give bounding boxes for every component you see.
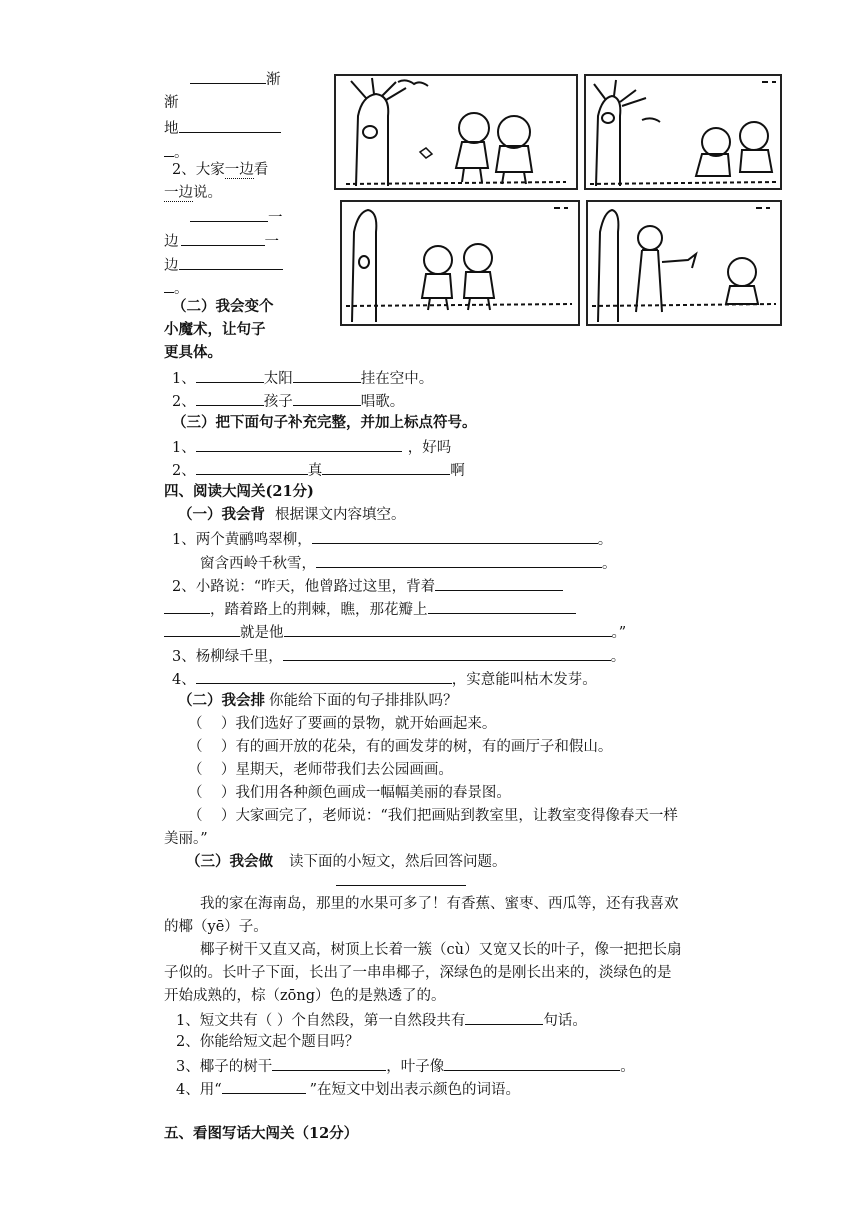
blank[interactable] xyxy=(428,598,576,614)
blank[interactable] xyxy=(312,528,598,544)
title-blank xyxy=(336,870,466,892)
left-line-5: 2、大家一边看 xyxy=(172,162,269,178)
magic-q2: 2、 孩子 唱歌。 xyxy=(172,390,404,412)
blank[interactable] xyxy=(164,277,174,293)
order-paren[interactable]: （ ） xyxy=(188,716,236,732)
left-line-3: 地 xyxy=(164,117,281,139)
order-paren[interactable]: （ ） xyxy=(188,785,236,801)
blank[interactable] xyxy=(190,68,266,84)
recite-q3: 3、杨柳绿千里， 。 xyxy=(172,645,625,667)
recite-q2c: 就是他 。” xyxy=(164,621,626,643)
blank[interactable] xyxy=(196,390,264,406)
order-item: （ ）星期天，老师带我们去公园画画。 xyxy=(188,762,453,778)
left-line-2: 渐 xyxy=(164,95,179,111)
kids-tree-illustration xyxy=(586,76,780,188)
blank[interactable] xyxy=(435,575,563,591)
passage-line: 我的家在海南岛，那里的水果可多了！有香蕉、蜜枣、西瓜等，还有我喜欢 xyxy=(200,896,679,912)
blank[interactable] xyxy=(444,1055,620,1071)
blank[interactable] xyxy=(196,367,264,383)
picture-panel-2 xyxy=(584,74,782,190)
section-title: （三）把下面句子补充完整，并加上标点符号。 xyxy=(172,414,477,431)
blank[interactable] xyxy=(179,254,283,270)
blank[interactable] xyxy=(181,230,265,246)
picture-comic xyxy=(334,70,780,328)
recite-q2b: ，踏着路上的荆棘，瞧，那花瓣上 xyxy=(164,598,576,620)
picture-panel-1 xyxy=(334,74,578,190)
blank[interactable] xyxy=(196,436,402,452)
section-heading: 四、阅读大闯关(21分) xyxy=(164,483,314,500)
passage-line: 开始成熟的，棕（zōng）色的是熟透了的。 xyxy=(164,988,446,1004)
passage-line: 椰子树干又直又高，树顶上长着一簇（cù）又宽又长的叶子，像一把把长扇 xyxy=(200,942,682,958)
blank[interactable] xyxy=(293,367,361,383)
blank[interactable] xyxy=(322,459,450,475)
blank[interactable] xyxy=(164,621,240,637)
passage-line: 子似的。长叶子下面，长出了一串串椰子，深绿色的是刚长出来的，淡绿色的是 xyxy=(164,965,672,981)
picture-panel-4 xyxy=(586,200,782,326)
blank[interactable] xyxy=(179,117,281,133)
magic-q1: 1、 太阳 挂在空中。 xyxy=(172,367,433,389)
adult-and-child-illustration xyxy=(588,202,780,324)
recite-q1: 1、两个黄鹂鸣翠柳， 。 xyxy=(172,528,612,550)
recite-q4: 4、 ，实意能叫枯木发芽。 xyxy=(172,668,597,690)
blank[interactable] xyxy=(283,645,611,661)
blank[interactable] xyxy=(196,459,308,475)
order-item: （ ）我们用各种颜色画成一幅幅美丽的春景图。 xyxy=(188,785,511,801)
order-paren[interactable]: （ ） xyxy=(188,739,236,755)
picture-panel-3 xyxy=(340,200,580,326)
section-title: 小魔术，让句子 xyxy=(164,321,266,338)
blank[interactable] xyxy=(222,1078,306,1094)
recite-q2: 2、小路说：“昨天，他曾路过这里，背着 xyxy=(172,575,563,597)
doit-q1: 1、短文共有（ ）个自然段，第一自然段共有 句话。 xyxy=(176,1009,587,1031)
passage-line: 的椰（yē）子。 xyxy=(164,919,268,935)
order-item: （ ）我们选好了要画的景物，就开始画起来。 xyxy=(188,716,497,732)
section-title: 更具体。 xyxy=(164,344,222,361)
doit-header: （三）我会做 读下面的小短文，然后回答问题。 xyxy=(186,853,507,870)
blank[interactable] xyxy=(316,552,602,568)
doit-q4: 4、用“ ”在短文中划出表示颜色的词语。 xyxy=(176,1078,520,1100)
left-line-10: 。 xyxy=(164,277,189,299)
section-title: （二）我会变个 xyxy=(172,298,274,315)
order-item: （ ）大家画完了，老师说：“我们把画贴到教室里，让教室变得像春天一样 xyxy=(188,808,678,824)
order-paren[interactable]: （ ） xyxy=(188,762,236,778)
order-paren[interactable]: （ ） xyxy=(188,808,236,824)
left-line-8: 边 一 xyxy=(164,230,279,252)
kids-holding-hands-illustration xyxy=(342,202,578,324)
left-line-1: 渐 xyxy=(190,68,281,90)
blank[interactable] xyxy=(293,390,361,406)
left-line-4: 。 xyxy=(164,141,189,163)
left-line-9: 边 xyxy=(164,254,283,276)
blank[interactable] xyxy=(336,870,466,886)
order-item-cont: 美丽。” xyxy=(164,831,208,847)
blank[interactable] xyxy=(465,1009,543,1025)
left-line-7: 一 xyxy=(190,206,283,228)
blank[interactable] xyxy=(164,598,210,614)
doit-q2: 2、你能给短文起个题目吗？ xyxy=(176,1034,360,1050)
kids-walking-illustration xyxy=(336,76,576,188)
doit-q3: 3、椰子的树干 ，叶子像 。 xyxy=(176,1055,635,1077)
order-item: （ ）有的画开放的花朵，有的画发芽的树，有的画厅子和假山。 xyxy=(188,739,613,755)
complete-q1: 1、 ，好吗 xyxy=(172,436,451,458)
recite-q1b: 窗含西岭千秋雪， 。 xyxy=(200,552,617,574)
complete-q2: 2、 真 啊 xyxy=(172,459,465,481)
order-header: （二）我会排 你能给下面的句子排排队吗？ xyxy=(178,692,458,709)
section-heading: 五、看图写话大闯关（12分） xyxy=(164,1125,359,1142)
left-line-6: 一边说。 xyxy=(164,185,222,201)
recite-header: （一）我会背 根据课文内容填空。 xyxy=(178,506,406,523)
blank[interactable] xyxy=(272,1055,386,1071)
blank[interactable] xyxy=(284,621,612,637)
blank[interactable] xyxy=(196,668,452,684)
blank[interactable] xyxy=(164,141,174,157)
blank[interactable] xyxy=(190,206,268,222)
